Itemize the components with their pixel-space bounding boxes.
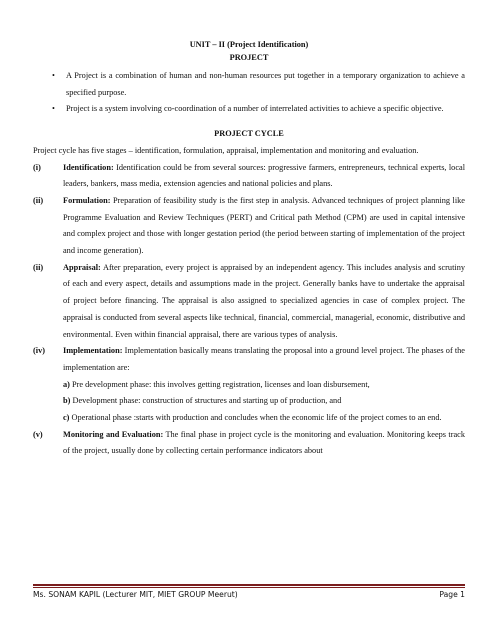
cycle-intro: Project cycle has five stages – identification, formulation, appraisal, implementation and monitoring and evaluation. — [33, 145, 419, 155]
stage-formulation — [33, 193, 465, 260]
stage-number: (iv) — [33, 346, 45, 356]
page-number: Page 1 — [439, 590, 465, 599]
stage-paragraph — [63, 160, 465, 193]
footer-rule-thin — [33, 587, 465, 588]
phase-label: c) — [63, 413, 70, 423]
footer-author: Ms. SONAM KAPIL (Lecturer MIT, MIET GROUP Meerut) — [33, 590, 238, 599]
stage-term: Monitoring and Evaluation: — [63, 429, 164, 439]
stage-term: Implementation: — [63, 346, 123, 356]
phase-text: Pre development phase: this involves getting registration, licenses and loan disbursement, — [69, 379, 370, 389]
stage-paragraph — [63, 343, 465, 376]
phase-label: a) — [63, 379, 70, 389]
footer-rule-thick — [33, 584, 465, 586]
stage-text: After preparation, every project is appraised by an independent agency. This includes analysis and scrutiny of each and every aspect, details and assumptions made in the project. Generally banks have to undertake the appraisal of project before financing. The appraisal is also assigned to specialized agencies in case of complex project. The appraisal is conducted from several aspects like technical, financial, commercial, managerial, economic, distributive and environmental. Even within financial appraisal, there are various types of analysis. — [63, 262, 465, 339]
phase-text: Operational phase :starts with production and concludes when the economic life of the project comes to an end. — [69, 413, 442, 423]
implementation-phase — [63, 410, 465, 427]
stage-appraisal — [33, 260, 465, 344]
list-item — [33, 101, 465, 118]
definition-list — [33, 68, 465, 118]
bullet-icon: • — [52, 104, 55, 114]
phase-label: b) — [63, 396, 71, 406]
stage-number: (v) — [33, 429, 43, 439]
stage-term: Identification: — [63, 162, 114, 172]
implementation-phase — [63, 377, 465, 394]
phase-text: Development phase: construction of structures and starting up of production, and — [70, 396, 342, 406]
list-item — [33, 68, 465, 101]
stage-monitoring — [33, 427, 465, 460]
stage-text: The final phase in project cycle is the monitoring and evaluation. Monitoring keeps track of the project, usually done by collecting certain performance indicators about — [63, 429, 465, 456]
stage-implementation — [33, 343, 465, 427]
bullet-icon: • — [52, 71, 55, 80]
stage-number: (i) — [33, 162, 41, 172]
stage-term: Appraisal: — [63, 262, 101, 272]
stage-paragraph — [63, 260, 465, 344]
section-subtitle: PROJECT — [229, 53, 269, 62]
stage-text: Identification could be from several sources: progressive farmers, entrepreneurs, technical experts, local leaders, bankers, mass media, extension agencies and national policies and plans. — [63, 162, 465, 189]
stage-paragraph — [63, 427, 465, 460]
stage-identification — [33, 160, 465, 193]
stage-paragraph — [63, 193, 465, 260]
stage-number: (ii) — [33, 195, 44, 205]
implementation-phase — [63, 393, 465, 410]
bullet-text: A Project is a combination of human and non-human resources put together in a temporary organization to achieve a specified purpose. — [66, 71, 465, 97]
page-content — [33, 38, 465, 460]
stage-number: (ii) — [33, 262, 44, 272]
page-footer — [33, 590, 465, 599]
unit-title: UNIT – II (Project Identification) — [189, 40, 309, 49]
bullet-text: Project is a system involving co-coordination of a number of interrelated activities to achieve a specific objective. — [66, 104, 444, 114]
stage-text: Implementation basically means translating the proposal into a ground level project. The phases of the implementation are: — [63, 346, 465, 372]
stage-term: Formulation: — [63, 195, 111, 205]
cycle-heading: PROJECT CYCLE — [214, 129, 284, 139]
stage-text: Preparation of feasibility study is the first step in analysis. Advanced techniques of project planning like Programme Evaluation and Review Techniques (PERT) and Critical path Method (CPM) are used in capital intensive and complex project and those with longer gestation period (the period between starting of implementation of the project and income generation). — [63, 195, 465, 256]
